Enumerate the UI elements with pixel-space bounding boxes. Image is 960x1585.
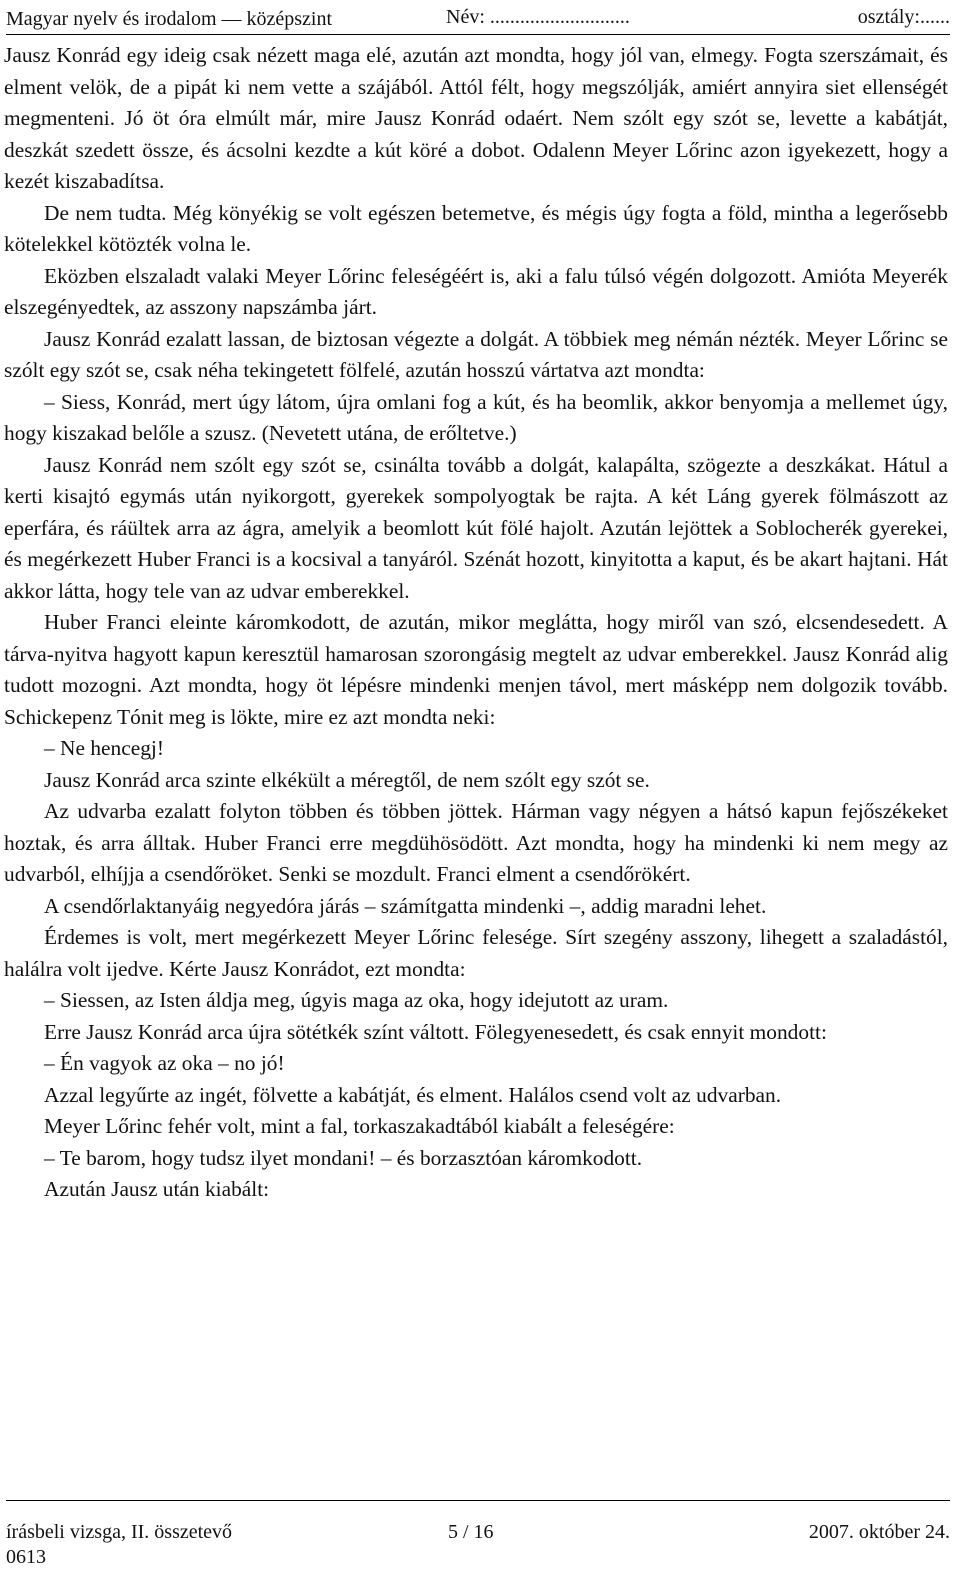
- dialogue-line: – Te barom, hogy tudsz ilyet mondani! – és borzasztóan káromkodott.: [44, 1145, 643, 1170]
- exam-date: 2007. október 24.: [808, 1521, 950, 1543]
- paragraph: Huber Franci eleinte káromkodott, de azután, mikor meglátta, hogy miről van szó, elcsendesedett. A tárva-nyitva hagyott kapun keresztül hamarosan szorongásig megtelt az udvar emberekkel. Jausz Konrád alig tudott mozogni. Azt mondta, hogy öt lépésre mindenki menjen távol, mert másképp nem dolgozik tovább. Schickepenz Tónit meg is lökte, mire ez azt mondta neki:: [4, 610, 948, 729]
- exam-label: írásbeli vizsga, II. összetevő: [6, 1521, 233, 1543]
- text-body: [4, 40, 948, 1206]
- paragraph: Jausz Konrád arca szinte elkékült a méregtől, de nem szólt egy szót se.: [44, 767, 650, 792]
- paragraph: Azzal legyűrte az ingét, fölvette a kabátját, és elment. Halálos csend volt az udvarban.: [44, 1082, 782, 1107]
- paragraph: Jausz Konrád ezalatt lassan, de biztosan végezte a dolgát. A többiek meg némán nézték. Meyer Lőrinc se szólt egy szót se, csak néha tekingetett fölfelé, azután hosszú vártatva azt mondta:: [4, 326, 948, 382]
- class-field: osztály:......: [857, 6, 950, 28]
- paragraph: Jausz Konrád nem szólt egy szót se, csinálta tovább a dolgát, kalapálta, szögezte a deszkákat. Hátul a kerti kisajtó egymás után nyikorgott, gyerekek sompolyogtak be rajta. A két Láng gyerek fölmászott az eperfára, és ráültek arra az ágra, amelyik a beomlott kút fölé hajolt. Azután lejöttek a Soblocherék gyerekei, és megérkezett Huber Franci is a kocsival a tanyáról. Szénát hozott, kinyitotta a kaput, és be akart hajtani. Hát akkor látta, hogy tele van az udvar emberekkel.: [4, 452, 948, 603]
- paragraph: Érdemes is volt, mert megérkezett Meyer Lőrinc felesége. Sírt szegény asszony, lihegett a szaladástól, halálra volt ijedve. Kérte Jausz Konrádot, ezt mondta:: [4, 925, 948, 981]
- paragraph: Meyer Lőrinc fehér volt, mint a fal, torkaszakadtából kiabált a feleségére:: [44, 1114, 675, 1138]
- dialogue-line: – Siessen, az Isten áldja meg, úgyis maga az oka, hogy idejutott az uram.: [44, 988, 669, 1012]
- page-number: 5 / 16: [448, 1521, 494, 1543]
- dialogue-line: – Én vagyok az oka – no jó!: [44, 1051, 285, 1075]
- subject-title: Magyar nyelv és irodalom — középszint: [6, 8, 333, 30]
- paragraph: De nem tudta. Még könyékig se volt egészen betemetve, és mégis úgy fogta a föld, mintha a legerősebb kötelekkel kötözték volna le.: [4, 200, 948, 256]
- paragraph: Azután Jausz után kiabált:: [44, 1177, 270, 1201]
- paragraph: A csendőrlaktanyáig negyedóra járás – számítgatta mindenki –, addig maradni lehet.: [44, 893, 767, 918]
- paragraph: Eközben elszaladt valaki Meyer Lőrinc feleségéért is, aki a falu túlsó végén dolgozott. Amióta Meyerék elszegényedtek, az asszony napszámba járt.: [4, 263, 948, 319]
- paragraph: Jausz Konrád egy ideig csak nézett maga elé, azután azt mondta, hogy jól van, elmegy. Fogta szerszámait, és elment velök, de a pipát ki nem vette a szájából. Attól félt, hogy megszólják, amiért annyira siet ellenségét megmenteni. Jó öt óra elmúlt már, mire Jausz Konrád odaért. Nem szólt egy szót se, levette a kabátját, deszkát szedett össze, és ácsolni kezdte a kút köré a dobot. Odalenn Meyer Lőrinc azon igyekezett, hogy a kezét kiszabadítsa.: [4, 43, 948, 193]
- page-footer: [6, 1500, 950, 1568]
- page-header: [6, 4, 950, 35]
- name-field: Név: ............................: [446, 6, 630, 28]
- dialogue-line: – Ne hencegj!: [44, 736, 164, 760]
- exam-code: 0613: [6, 1546, 46, 1568]
- dialogue-line: – Siess, Konrád, mert úgy látom, újra omlani fog a kút, és ha beomlik, akkor benyomja a mellemet úgy, hogy kiszakad belőle a szusz. (Nevetett utána, de erőltetve.): [4, 389, 948, 445]
- paragraph: Erre Jausz Konrád arca újra sötétkék színt váltott. Fölegyenesedett, és csak ennyit mondott:: [44, 1019, 827, 1044]
- paragraph: Az udvarba ezalatt folyton többen és többen jöttek. Hárman vagy négyen a hátsó kapun fejőszékeket hoztak, és arra álltak. Huber Franci erre megdühösödött. Azt mondta, hogy ha mindenki ki nem megy az udvarból, elhíjja a csendőröket. Senki se mozdult. Franci elment a csendőrökért.: [4, 799, 948, 886]
